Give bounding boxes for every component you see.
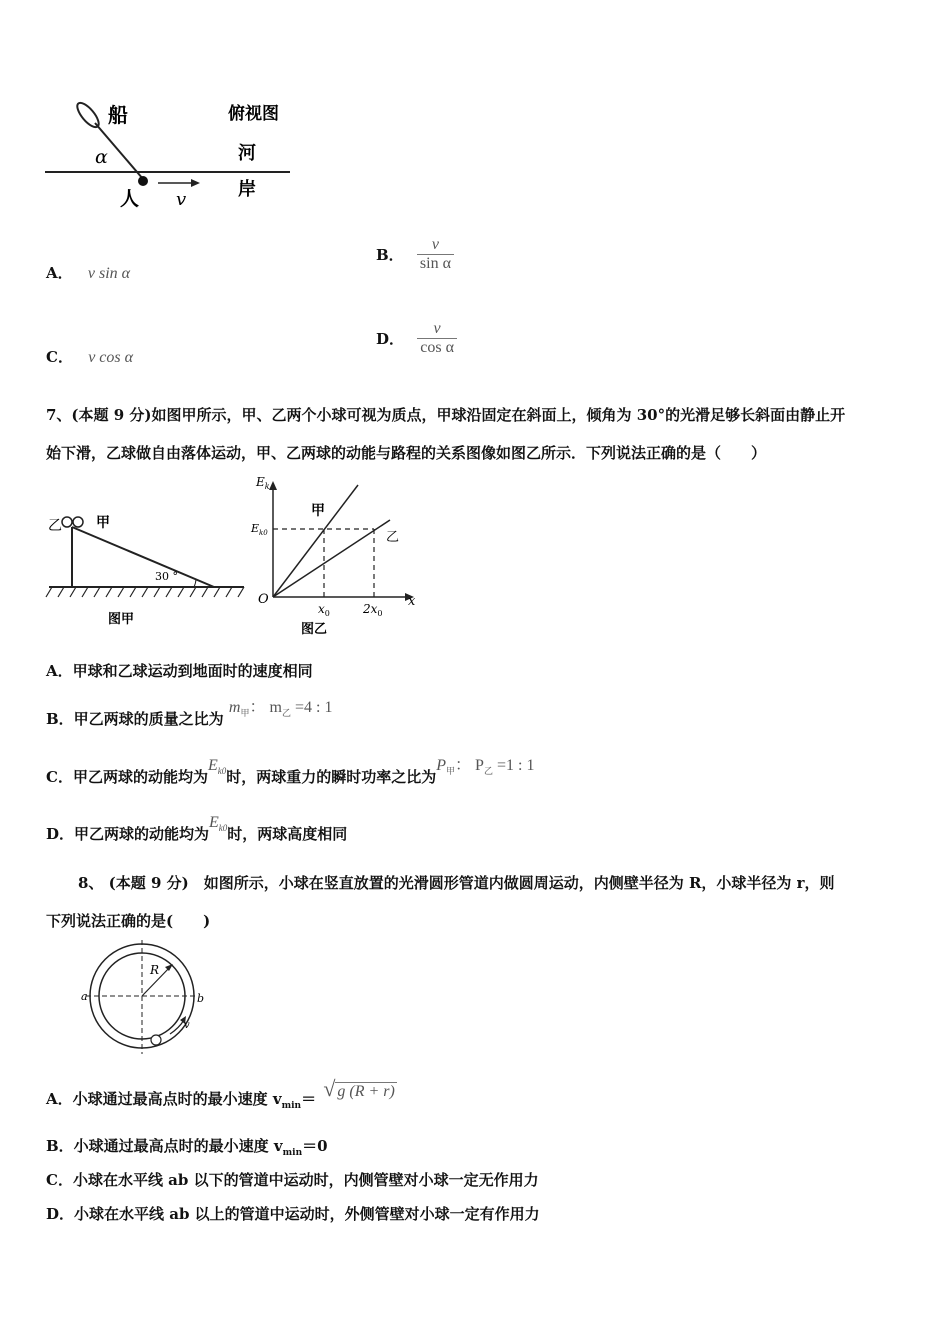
q6-option-a-expr: v sin α bbox=[87, 265, 131, 282]
q8-stem-line1: 8、 (本题 9 分) 如图所示，小球在竖直放置的光滑圆形管道内做圆周运动，内侧壁半径为 R，小球半径为 r，则 bbox=[78, 874, 835, 892]
ball-jia bbox=[73, 517, 83, 527]
small-ball bbox=[151, 1035, 161, 1045]
person-dot bbox=[138, 176, 148, 186]
fig-a-caption: 图甲 bbox=[108, 612, 135, 627]
q6-option-c[interactable]: C． v cos α bbox=[46, 348, 134, 366]
q7-option-b-ratio: $m_甲$： $m_乙 =4$ : 1 bbox=[228, 699, 333, 719]
river-label: 河 bbox=[238, 143, 256, 164]
q6-option-c-expr: v cos α bbox=[88, 349, 134, 366]
x-axis-label: x bbox=[408, 594, 416, 609]
q8-stem-line2: 下列说法正确的是( ) bbox=[46, 912, 211, 930]
ek-graph-figure bbox=[248, 475, 428, 640]
jia-label: 甲 bbox=[96, 515, 110, 531]
q6-option-d[interactable]: D． $\frac{v}{\text{cos α}}$ bbox=[376, 320, 457, 357]
ground-hatching bbox=[46, 587, 244, 597]
fig-b-caption: 图乙 bbox=[301, 622, 328, 637]
q7-option-c[interactable]: C．甲乙两球的动能均为$E_{k0}$时，两球重力的瞬时功率之比为$P_甲$： $P_乙 =1$ : 1 bbox=[46, 757, 535, 786]
q6-option-b-fraction: $\frac{v}{\text{sin α}}$ bbox=[417, 236, 454, 273]
yi-label: 乙 bbox=[48, 518, 62, 534]
x0-label: $x_0$ bbox=[318, 602, 330, 618]
ball-yi bbox=[62, 517, 72, 527]
q7-stem-line1: 7、(本题 9 分)如图甲所示，甲、乙两个小球可视为质点，甲球沿固定在斜面上，倾角为 30°的光滑足够长斜面由静止开 bbox=[46, 406, 846, 424]
q6-option-d-fraction: $\frac{v}{\text{cos α}}$ bbox=[417, 320, 457, 357]
v-label: v bbox=[184, 1020, 190, 1031]
incline-slope bbox=[72, 527, 214, 587]
angle-label: 30 ° bbox=[155, 570, 178, 583]
q7-option-d-ek0: $E_{k0}$ bbox=[209, 814, 228, 834]
q7-option-a[interactable]: A．甲球和乙球运动到地面时的速度相同 bbox=[46, 662, 313, 680]
ek0-label: $E_{k0}$ bbox=[251, 522, 268, 537]
q8-option-c[interactable]: C．小球在水平线 ab 以下的管道中运动时，内侧管壁对小球一定无作用力 bbox=[46, 1171, 539, 1189]
shore-label: 岸 bbox=[238, 179, 256, 200]
jia-line-label: 甲 bbox=[311, 503, 325, 519]
sqrt-sign: √ bbox=[323, 1076, 336, 1101]
q7-option-c-ek0: $E_{k0}$ bbox=[207, 757, 227, 777]
b-label: b bbox=[197, 992, 205, 1005]
q7-option-d[interactable]: D．甲乙两球的动能均为$E_{k0}$时，两球高度相同 bbox=[46, 814, 348, 843]
incline-figure bbox=[44, 505, 254, 630]
x2-label: $2x_0$ bbox=[363, 602, 383, 618]
q8-option-d[interactable]: D．小球在水平线 ab 以上的管道中运动时，外侧管壁对小球一定有作用力 bbox=[46, 1205, 540, 1223]
yi-line bbox=[273, 520, 390, 597]
jia-line bbox=[273, 485, 358, 597]
yi-line-label: 乙 bbox=[386, 530, 400, 545]
q7-stem-line2: 始下滑，乙球做自由落体运动，甲、乙两球的动能与路程的关系图像如图乙所示．下列说法正确的是（ ） bbox=[46, 444, 767, 462]
q8-option-a[interactable]: A．小球通过最高点时的最小速度 $v_{min}=$ √ g (R + r) bbox=[46, 1076, 395, 1111]
v-label: v bbox=[176, 189, 187, 210]
q6-option-b[interactable]: B． $\frac{v}{\text{sin α}}$ bbox=[376, 236, 454, 273]
sqrt-expression: √ g (R + r) bbox=[323, 1076, 395, 1101]
alpha-label: α bbox=[95, 146, 108, 168]
angle-arc bbox=[194, 579, 196, 587]
person-label: 人 bbox=[120, 188, 140, 210]
q8-option-b[interactable]: B．小球通过最高点时的最小速度 $v_{min}=0$ bbox=[46, 1137, 328, 1158]
q7-option-c-power-ratio: $P_甲$： $P_乙 =1$ : 1 bbox=[436, 757, 535, 777]
r-label: R bbox=[150, 963, 160, 977]
circular-tube-figure bbox=[78, 938, 208, 1060]
q6-option-a[interactable]: A． v sin α bbox=[46, 264, 131, 282]
q7-option-b[interactable]: B．甲乙两球的质量之比为 $m_甲$： $m_乙 =4$ : 1 bbox=[46, 699, 333, 728]
ek-axis-label: $E_k$ bbox=[256, 475, 270, 491]
view-label: 俯视图 bbox=[228, 104, 279, 124]
boat-label: 船 bbox=[108, 103, 128, 127]
a-label: a bbox=[81, 990, 88, 1003]
origin-label: O bbox=[258, 592, 269, 607]
boat-river-figure bbox=[40, 95, 300, 215]
